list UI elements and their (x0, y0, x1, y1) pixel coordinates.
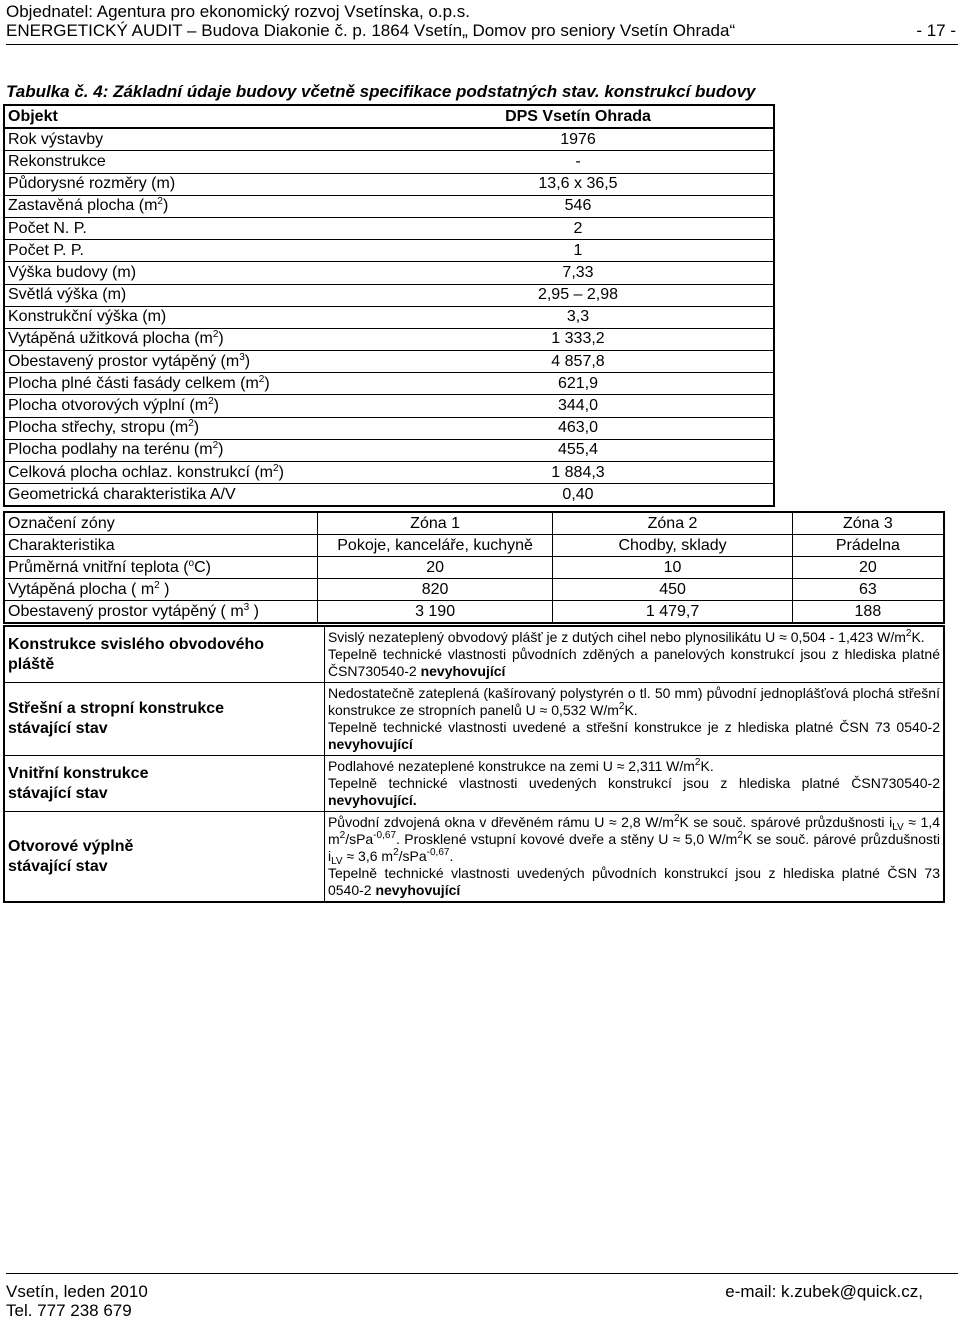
row-value: 621,9 (383, 373, 774, 395)
header-title-row (6, 21, 958, 40)
zone-cell: Zóna 3 (792, 512, 944, 535)
zone-cell: 3 190 (317, 601, 552, 624)
row-label: Vytápěná plocha ( $m^2$ ) (4, 579, 317, 601)
table-caption: Tabulka č. 4: Základní údaje budovy včetně specifikace podstatných stav. konstrukcí budovy (6, 82, 756, 101)
table-row (4, 173, 774, 195)
footer-divider (6, 1273, 958, 1274)
row-value: 1976 (383, 128, 774, 151)
row-value: 463,0 (383, 417, 774, 439)
zone-cell: Prádelna (792, 535, 944, 557)
row-label: Obestavený prostor vytápěný ( $m^3$ ) (4, 601, 317, 624)
row-value: 546 (383, 195, 774, 217)
table-row (4, 395, 774, 417)
table-row (4, 128, 774, 151)
row-label: Charakteristika (4, 535, 317, 557)
row-value: 3,3 (383, 306, 774, 328)
table-row (4, 484, 774, 507)
header-client: Objednatel: Agentura pro ekonomický rozvoj Vsetínska, o.p.s. (6, 2, 470, 21)
row-value: 1 333,2 (383, 328, 774, 350)
row-label: Celková plocha ochlaz. konstrukcí $(m^2)$ (4, 462, 383, 484)
zone-cell: 450 (553, 579, 792, 601)
row-label: Plocha otvorových výplní $(m^2)$ (4, 395, 383, 417)
construction-label: Konstrukce svislého obvodového pláště (4, 626, 324, 683)
table-row (4, 240, 774, 262)
row-value: 13,6 x 36,5 (383, 173, 774, 195)
construction-description: Podlahové nezateplené konstrukce na zemi U ≈ 2,311 $W/m^2K$. Tepelně technické vlastnosti uvedených konstrukcí jsou z hlediska platné ČSN730540-2 nevyhovující. (324, 756, 944, 812)
zone-cell: 20 (317, 557, 552, 579)
page-number: - 17 - (916, 21, 956, 40)
row-value: 1 (383, 240, 774, 262)
zone-row (4, 535, 944, 557)
header-value: DPS Vsetín Ohrada (383, 105, 774, 128)
row-label: Světlá výška (m) (4, 284, 383, 306)
zone-cell: Pokoje, kanceláře, kuchyně (317, 535, 552, 557)
table-row (4, 284, 774, 306)
row-label: Plocha podlahy na terénu $(m^2)$ (4, 439, 383, 461)
row-label: Rekonstrukce (4, 151, 383, 173)
zone-cell: 820 (317, 579, 552, 601)
zone-row (4, 579, 944, 601)
row-value: 344,0 (383, 395, 774, 417)
table-row (4, 417, 774, 439)
table-row (4, 217, 774, 239)
construction-row (4, 756, 944, 812)
basic-data-table (3, 104, 775, 507)
zone-cell: Chodby, sklady (553, 535, 792, 557)
footer-email: e-mail: k.zubek@quick.cz, (725, 1282, 923, 1301)
row-value: 7,33 (383, 262, 774, 284)
row-value: 1 884,3 (383, 462, 774, 484)
row-label: Počet P. P. (4, 240, 383, 262)
table-header-row (4, 105, 774, 128)
construction-row (4, 812, 944, 903)
row-label: Rok výstavby (4, 128, 383, 151)
row-label: Plocha plné části fasády celkem $(m^2)$ (4, 373, 383, 395)
row-label: Půdorysné rozměry (m) (4, 173, 383, 195)
zone-row (4, 601, 944, 624)
header-audit-title: ENERGETICKÝ AUDIT – Budova Diakonie č. p. 1864 Vsetín„ Domov pro seniory Vsetín Ohrada“ (6, 21, 736, 40)
zone-cell: 1 479,7 (553, 601, 792, 624)
constructions-table (3, 625, 945, 903)
row-label: Vytápěná užitková plocha $(m^2)$ (4, 328, 383, 350)
row-label: Obestavený prostor vytápěný $(m^3)$ (4, 351, 383, 373)
footer-place-date: Vsetín, leden 2010 (6, 1282, 148, 1301)
header-divider (6, 44, 958, 45)
construction-description: Původní zdvojená okna v dřevěném rámu U ≈ 2,8 $W/m^2K$ se souč. spárové průzdušnosti $i_{LV} \approx 1,4$ $m^2/sPa^{-0,67}$. Prosklené vstupní kovové dveře a stěny U ≈ 5,0 $W/m^2K$ se souč. párové průzdušnosti $i_{LV} \approx 3,6$ $m^2/sPa^{-0,67}$. Tepelně technické vlastnosti uvedených původních konstrukcí jsou z hlediska platné ČSN 73 0540-2 nevyhovující (324, 812, 944, 903)
zone-cell: Zóna 1 (317, 512, 552, 535)
construction-row (4, 683, 944, 756)
zone-cell: 20 (792, 557, 944, 579)
table-row (4, 351, 774, 373)
zone-row (4, 557, 944, 579)
table-row (4, 328, 774, 350)
row-label: Počet N. P. (4, 217, 383, 239)
row-label: Průměrná vnitřní teplota ($^o$C) (4, 557, 317, 579)
row-value: 4 857,8 (383, 351, 774, 373)
page-header (6, 2, 958, 40)
row-value: 2 (383, 217, 774, 239)
row-label: Geometrická charakteristika A/V (4, 484, 383, 507)
table-row (4, 373, 774, 395)
footer-phone: Tel. 777 238 679 (6, 1301, 132, 1320)
zone-cell: Zóna 2 (553, 512, 792, 535)
row-value: - (383, 151, 774, 173)
row-label: Zastavěná plocha $(m^2)$ (4, 195, 383, 217)
row-value: 0,40 (383, 484, 774, 507)
page-footer (6, 1282, 923, 1320)
construction-row (4, 626, 944, 683)
zone-cell: 188 (792, 601, 944, 624)
construction-label: Střešní a stropní konstrukce stávající stav (4, 683, 324, 756)
zone-cell: 10 (553, 557, 792, 579)
construction-description: Nedostatečně zateplená (kašírovaný polystyrén o tl. 50 mm) původní jednoplášťová plochá střešní konstrukce ze stropních panelů U ≈ 0,532 $W/m^2K$. Tepelně technické vlastnosti uvedené a střešní konstrukce je z hlediska platné ČSN 73 0540-2 nevyhovující (324, 683, 944, 756)
zone-cell: 63 (792, 579, 944, 601)
construction-label: Otvorové výplně stávající stav (4, 812, 324, 903)
table-row (4, 151, 774, 173)
header-label: Objekt (4, 105, 383, 128)
table-row (4, 195, 774, 217)
row-label: Výška budovy (m) (4, 262, 383, 284)
row-label: Označení zóny (4, 512, 317, 535)
construction-label: Vnitřní konstrukce stávající stav (4, 756, 324, 812)
table-row (4, 306, 774, 328)
table-row (4, 439, 774, 461)
row-value: 455,4 (383, 439, 774, 461)
table-row (4, 462, 774, 484)
row-label: Plocha střechy, stropu $(m^2)$ (4, 417, 383, 439)
table-row (4, 262, 774, 284)
row-value: 2,95 – 2,98 (383, 284, 774, 306)
zone-row (4, 512, 944, 535)
zones-table (3, 511, 945, 624)
construction-description: Svislý nezateplený obvodový plášť je z dutých cihel nebo plynosilikátu U ≈ 0,504 - 1,423 $W/m^2K$. Tepelně technické vlastnosti původních zděných a panelových konstrukcí jsou z hlediska platné ČSN730540-2 nevyhovující (324, 626, 944, 683)
row-label: Konstrukční výška (m) (4, 306, 383, 328)
